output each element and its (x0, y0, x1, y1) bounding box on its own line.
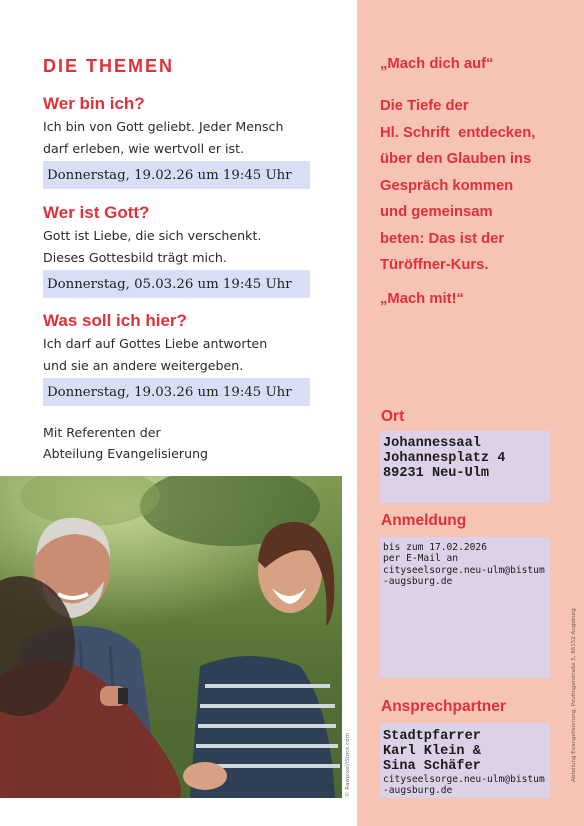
topic-description (43, 116, 313, 160)
right-panel (357, 0, 584, 826)
intro-line: über den Glauben ins (380, 151, 532, 167)
date-box: Donnerstag, 19.03.26 um 19:45 Uhr (43, 378, 310, 406)
contact-email-cont[interactable]: -augsburg.de (383, 785, 453, 797)
quote-open: „Mach dich auf“ (380, 56, 494, 72)
anmeldung-label: Anmeldung (381, 512, 467, 529)
contact-name: Sina Schäfer (383, 759, 481, 774)
ort-line: Johannesplatz 4 (383, 451, 506, 466)
anmeldung-line: per E-Mail an (383, 553, 459, 565)
topic-line: und sie an andere weitergeben. (43, 358, 244, 373)
topic-1 (43, 94, 313, 189)
contact-name: Karl Klein & (383, 744, 481, 759)
topic-title: Wer ist Gott? (43, 203, 150, 222)
ort-line: Johannessaal (383, 436, 481, 451)
topic-line: Gott ist Liebe, die sich verschenkt. (43, 228, 262, 243)
bottom-margin (0, 798, 357, 826)
topic-line: darf erleben, wie wertvoll er ist. (43, 141, 245, 156)
speakers-note (43, 422, 323, 464)
intro-line: Hl. Schrift entdecken, (380, 124, 536, 141)
ort-label: Ort (381, 408, 405, 425)
ansprechpartner-label: Ansprechpartner (381, 698, 506, 715)
quote-close: „Mach mit!“ (380, 291, 464, 307)
registration-email[interactable]: cityseelsorge.neu-ulm@bistum (383, 564, 545, 576)
topic-line: Ich bin von Gott geliebt. Jeder Mensch (43, 119, 284, 134)
intro-line: und gemeinsam (380, 204, 493, 220)
anmeldung-box (380, 537, 550, 678)
topic-3 (43, 311, 313, 406)
topic-title: Wer bin ich? (43, 94, 145, 113)
date-box: Donnerstag, 19.02.26 um 19:45 Uhr (43, 161, 310, 189)
photo-people-laughing (0, 476, 342, 798)
registration-email-cont[interactable]: -augsburg.de (383, 576, 453, 588)
topic-title: Was soll ich hier? (43, 311, 187, 330)
ansprechpartner-box (380, 723, 550, 798)
intro-text (380, 93, 580, 279)
topic-description (43, 225, 313, 269)
intro-line: Die Tiefe der (380, 98, 469, 114)
topic-line: Ich darf auf Gottes Liebe antworten (43, 336, 268, 351)
photo-credit (344, 722, 352, 798)
section-heading: DIE THEMEN (43, 56, 175, 76)
contact-name: Stadtpfarrer (383, 729, 481, 744)
ort-line: 89231 Neu-Ulm (383, 466, 490, 481)
date-box: Donnerstag, 05.03.26 um 19:45 Uhr (43, 270, 310, 298)
imprint-text: Abteilung Evangelisierung, Peutingerstraße 5, 86152 Augsburg (571, 608, 577, 782)
topic-line: Dieses Gottesbild trägt mich. (43, 250, 227, 265)
anmeldung-line: bis zum 17.02.2026 (383, 542, 487, 553)
speakers-line: Abteilung Evangelisierung (43, 446, 209, 461)
speakers-line: Mit Referenten der (43, 425, 161, 440)
imprint (568, 598, 580, 798)
intro-line: beten: Das ist der (380, 230, 505, 247)
ort-box (380, 431, 550, 503)
contact-email[interactable]: cityseelsorge.neu-ulm@bistum (383, 774, 545, 785)
topic-description (43, 333, 313, 377)
intro-line: Gespräch kommen (380, 177, 514, 194)
intro-line: Türöffner-Kurs. (380, 257, 489, 273)
topic-2 (43, 203, 313, 298)
photo-credit-text: © Rawpixel/iStock.com (345, 733, 351, 797)
photo-illustration (0, 476, 342, 798)
